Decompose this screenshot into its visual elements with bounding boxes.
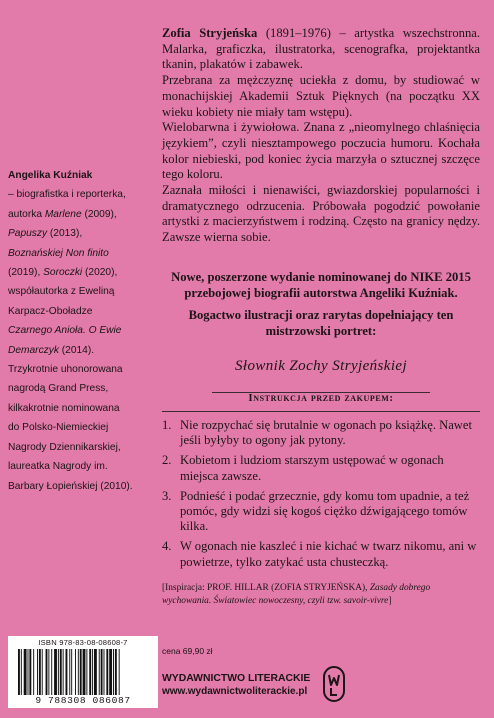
barcode-bar — [99, 649, 100, 695]
instruction-item: 4. W ogonach nie kaszleć i nie kichać w twarz nikomu, ani w powietrze, tylko zatykać usta chusteczką. — [162, 539, 477, 569]
instructions-title: Instrukcja przed zakupem: — [248, 392, 394, 404]
author-name: Angelika Kuźniak — [8, 170, 93, 181]
author-line: Demarczyk (2014). — [8, 344, 95, 356]
barcode-bar — [51, 649, 52, 695]
bio-subject: Zofia Stryjeńska — [162, 26, 258, 40]
publisher-url[interactable]: www.wydawnictwoliterackie.pl — [162, 686, 308, 697]
bio-paragraph: Wielobarwna i żywiołowa. Znana z „nieomylnego chlaśnięcia językiem”, czyli niesztampowego poczucia humoru. Kochała kolor niebieski, pod koniec życia marzyła o sztucznej szczęce tego koloru. — [162, 120, 480, 182]
barcode-bar — [115, 649, 117, 695]
author-line — [8, 244, 150, 263]
book-title: Soroczki — [43, 267, 83, 279]
barcode-bar — [46, 649, 48, 695]
author-line: autorka Marlene (2009), — [8, 208, 117, 220]
barcode-bar — [66, 649, 68, 695]
barcode-bar — [89, 649, 91, 695]
barcode-bars — [16, 649, 150, 695]
price-label: cena 69,90 zł — [162, 646, 213, 656]
barcode-bar — [71, 649, 72, 695]
author-line: do Polsko-Niemieckiej — [8, 422, 109, 434]
ean-digits: 9 788308 086087 — [35, 695, 131, 706]
promo-block — [162, 270, 480, 347]
barcode-bar — [101, 649, 103, 695]
slownik-title: Słownik Zochy Stryjeńskiej — [234, 358, 408, 374]
barcode-bar — [92, 649, 93, 695]
barcode-bar — [39, 649, 41, 695]
barcode-bar — [33, 649, 34, 695]
barcode-bar — [75, 649, 76, 695]
instruction-item: 3. Podnieść i podać grzecznie, gdy komu tom upadnie, a też pomóc, gdy widzi się kogoś ciężko dźwigającego tomów kilka. — [162, 488, 470, 534]
author-line: Nagrody Dziennikarskiej, — [8, 441, 121, 453]
inspiration-note: [Inspiracja: PROF. HILLAR (ZOFIA STRYJEŃSKA), Zasady dobrego wychowania. Światowiec nowoczesny, czyli tzw. savoir-vivre] — [162, 583, 431, 606]
author-line — [8, 321, 150, 340]
author-note — [8, 166, 150, 496]
author-line: (2019), Soroczki (2020), — [8, 267, 118, 279]
author-line: współautorka z Eweliną — [8, 286, 115, 298]
book-title: Papuszy — [8, 228, 48, 240]
publisher-block — [162, 672, 310, 698]
bio-paragraph: Przebrana za mężczyznę uciekła z domu, by studiować w monachijskiej Akademii Sztuk Pięknych (na początku XX wieku kobiety nie miały tam wstępu). — [162, 73, 480, 119]
barcode-bar — [42, 649, 43, 695]
author-line: Karpacz-Oboładze — [8, 305, 93, 317]
barcode-bar — [28, 649, 29, 695]
bio-paragraph: Zofia Stryjeńska (1891–1976) – artystka wszechstronna. Malarka, graficzka, ilustratorka, scenografka, projektantka tkanin, plakatów i zabawek. — [162, 26, 480, 72]
author-line: laureatka Nagrody im. — [8, 461, 108, 473]
book-title: Marlene — [44, 208, 82, 220]
barcode-bar — [104, 649, 105, 695]
promo-nominated: Nowe, poszerzone wydanie nominowanej do NIKE 2015 przebojowej biografii autorstwa Angeliki Kuźniak. — [171, 270, 471, 300]
bio-block — [162, 26, 480, 246]
barcode-bar — [54, 649, 57, 695]
instruction-item: 1. Nie rozpychać się brutalnie w ogonach po książkę. Nawet jeśli byłyby to ogony jak pytony. — [162, 418, 472, 448]
barcode-bar — [109, 649, 112, 695]
barcode-bar — [60, 649, 62, 695]
promo-illustrations: Bogactwo ilustracji oraz rarytas dopełniający ten mistrzowski portret: — [188, 308, 454, 339]
author-line: Barbary Łopieńskiej (2010). — [8, 480, 133, 492]
bio-paragraph: Zaznała miłości i nienawiści, gwiazdorskiej popularności i dramatycznego odrzucenia. Próbowała pogodzić powołanie artystki z macierzyństwem i rodziną. Często na granicy nędzy. Zawsze wierna sobie. — [162, 183, 480, 245]
barcode-bar — [48, 649, 49, 695]
barcode-bar — [21, 649, 22, 695]
barcode-bar — [69, 649, 70, 695]
book-title: Demarczyk — [8, 344, 59, 356]
divider-bottom — [162, 411, 480, 412]
book-title: Czarnego Anioła. O Ewie — [8, 325, 122, 337]
barcode-bar — [113, 649, 114, 695]
instruction-item: 2. Kobietom i ludziom starszym ustępować w ogonach miejsca zawsze. — [162, 453, 444, 483]
author-line: nagrodą Grand Press, — [8, 383, 109, 395]
inspiration-title: Zasady dobrego wychowania. Światowiec nowoczesny, czyli tzw. savoir-vivre — [162, 583, 431, 606]
instructions-list — [162, 418, 480, 575]
author-line: – biografistka i reporterka, — [8, 189, 126, 201]
isbn-text: ISBN 978-83-08-08608-7 — [38, 638, 128, 647]
barcode-bar — [80, 649, 82, 695]
book-title: Boznańskiej Non finito — [8, 247, 109, 259]
barcode-bar — [94, 649, 97, 695]
barcode-bar — [78, 649, 79, 695]
barcode-bar — [18, 649, 20, 695]
author-line: Trzykrotnie uhonorowana — [8, 364, 123, 376]
publisher-name: WYDAWNICTWO LITERACKIE — [162, 673, 311, 684]
author-line: Papuszy (2013), — [8, 228, 83, 240]
barcode-bar — [86, 649, 87, 695]
barcode-bar — [63, 649, 64, 695]
barcode-bar — [29, 649, 31, 695]
barcode — [8, 636, 158, 708]
barcode-bar — [58, 649, 59, 695]
barcode-bar — [106, 649, 108, 695]
publisher-logo-icon — [323, 666, 345, 702]
barcode-bar — [37, 649, 38, 695]
barcode-bar — [24, 649, 27, 695]
author-line: kilkakrotnie nominowana — [8, 402, 120, 414]
barcode-bar — [119, 649, 120, 695]
barcode-bar — [83, 649, 86, 695]
